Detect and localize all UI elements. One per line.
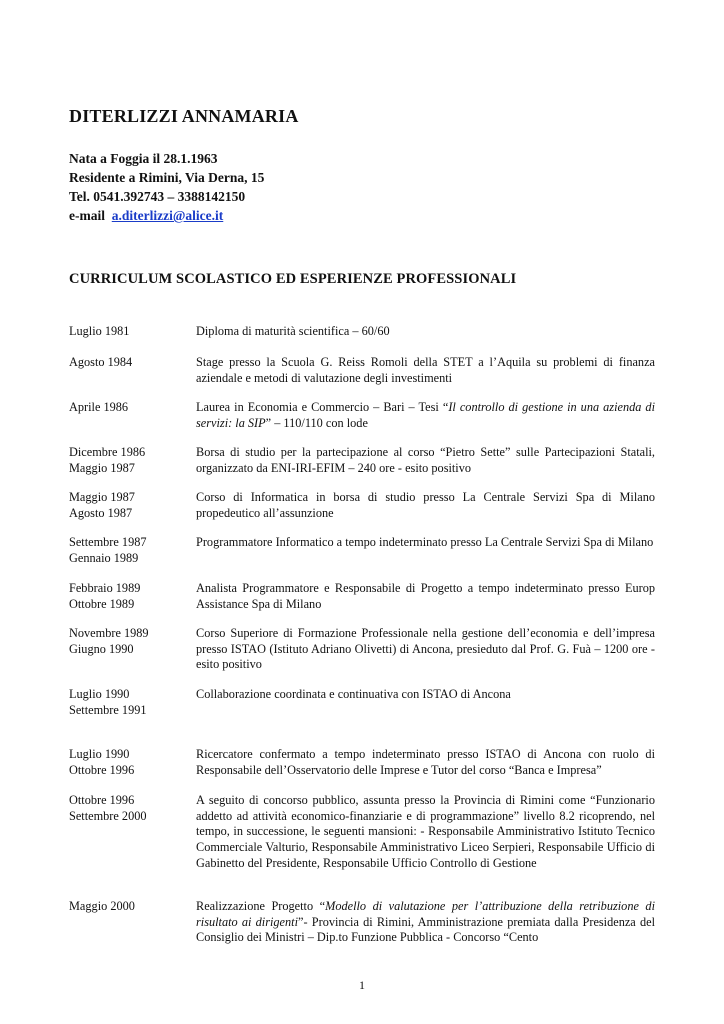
cv-entry — [69, 445, 655, 476]
phone-info: Tel. 0541.392743 – 3388142150 — [69, 189, 246, 204]
cv-entry — [69, 899, 655, 946]
entry-description: Laurea in Economia e Commercio – Bari – Tesi “Il controllo di gestione in una azienda di servizi: la SIP” – 110/110 con lode — [196, 400, 655, 430]
cv-entry — [69, 626, 655, 673]
residence-info: Residente a Rimini, Via Derna, 15 — [69, 170, 265, 185]
entry-date: Aprile 1986 — [69, 400, 129, 414]
entry-description: Corso Superiore di Formazione Professionale nella gestione dell’economia e dell’impresa presso ISTAO (Istituto Adriano Olivetti) di Ancona, presieduto dal Prof. G. Fuà – 1200 ore - esito positivo — [196, 626, 655, 672]
cv-entry — [69, 581, 655, 612]
entry-description: Corso di Informatica in borsa di studio presso La Centrale Servizi Spa di Milano propedeutico all’assunzione — [196, 490, 655, 520]
entry-description: Collaborazione coordinata e continuativa con ISTAO di Ancona — [196, 687, 511, 701]
contact-info — [69, 149, 264, 225]
entry-date: Luglio 1981 — [69, 324, 130, 338]
entry-description: Analista Programmatore e Responsabile di Progetto a tempo indeterminato presso Europ Assistance Spa di Milano — [196, 581, 655, 611]
entry-date: Luglio 1990 Ottobre 1996 — [69, 747, 135, 777]
entry-date: Ottobre 1996 Settembre 2000 — [69, 793, 147, 823]
entry-description: A seguito di concorso pubblico, assunta presso la Provincia di Rimini come “Funzionario addetto ad attività economico-finanziarie e di programmazione” livello 8.2 ricoprendo, nel tempo, in successione, le seguenti mansioni: - Responsabile Amministrativo Istituto Tecnico Commerciale Valturio, Responsabile Amministrativo Liceo Serpieri, Responsabile Ufficio di Gabinetto del Presidente, Responsabile Ufficio Controllo di Gestione — [196, 793, 655, 870]
entry-description: Stage presso la Scuola G. Reiss Romoli della STET a l’Aquila su problemi di finanza aziendale e metodi di valutazione degli investimenti — [196, 355, 655, 385]
entry-date: Luglio 1990 Settembre 1991 — [69, 687, 147, 717]
cv-entry — [69, 687, 655, 718]
section-title: CURRICULUM SCOLASTICO ED ESPERIENZE PROFESSIONALI — [69, 271, 517, 287]
cv-entry — [69, 400, 655, 431]
entry-date: Maggio 1987 Agosto 1987 — [69, 490, 135, 520]
entry-description: Ricercatore confermato a tempo indeterminato presso ISTAO di Ancona con ruolo di Responsabile dell’Osservatorio delle Imprese e Tutor del corso “Banca e Impresa” — [196, 747, 655, 777]
cv-entry — [69, 324, 655, 340]
person-name: DITERLIZZI ANNAMARIA — [69, 106, 299, 126]
cv-entry — [69, 793, 655, 872]
entry-date: Febbraio 1989 Ottobre 1989 — [69, 581, 141, 611]
cv-entry — [69, 747, 655, 778]
cv-entry — [69, 490, 655, 521]
entry-date: Maggio 2000 — [69, 899, 135, 913]
entry-date: Dicembre 1986 Maggio 1987 — [69, 445, 146, 475]
page-number: 1 — [359, 978, 365, 992]
birth-info: Nata a Foggia il 28.1.1963 — [69, 151, 218, 166]
email-link[interactable]: a.diterlizzi@alice.it — [111, 208, 224, 223]
project-title: Modello di valutazione per l’attribuzione della retribuzione di risultato ai dirigenti — [196, 899, 655, 929]
email-row — [69, 206, 264, 225]
cv-entry — [69, 535, 655, 566]
email-label: e-mail — [69, 208, 105, 223]
entry-description: Realizzazione Progetto “Modello di valutazione per l’attribuzione della retribuzione di risultato ai dirigenti”- Provincia di Rimini, Amministrazione premiata dalla Presidenza del Consiglio dei Ministri – Dip.to Funzione Pubblica - Concorso “Cento — [196, 899, 655, 945]
entry-description: Borsa di studio per la partecipazione al corso “Pietro Sette” sulle Partecipazioni Statali, organizzato da ENI-IRI-EFIM – 240 ore - esito positivo — [196, 445, 655, 475]
cv-entry — [69, 355, 655, 386]
entry-date: Settembre 1987 Gennaio 1989 — [69, 535, 147, 565]
entry-description: Diploma di maturità scientifica – 60/60 — [196, 324, 390, 338]
thesis-title: Il controllo di gestione in una azienda di servizi: la SIP — [196, 400, 655, 430]
entry-date: Agosto 1984 — [69, 355, 133, 369]
entry-description: Programmatore Informatico a tempo indeterminato presso La Centrale Servizi Spa di Milano — [196, 535, 654, 549]
entry-date: Novembre 1989 Giugno 1990 — [69, 626, 149, 656]
